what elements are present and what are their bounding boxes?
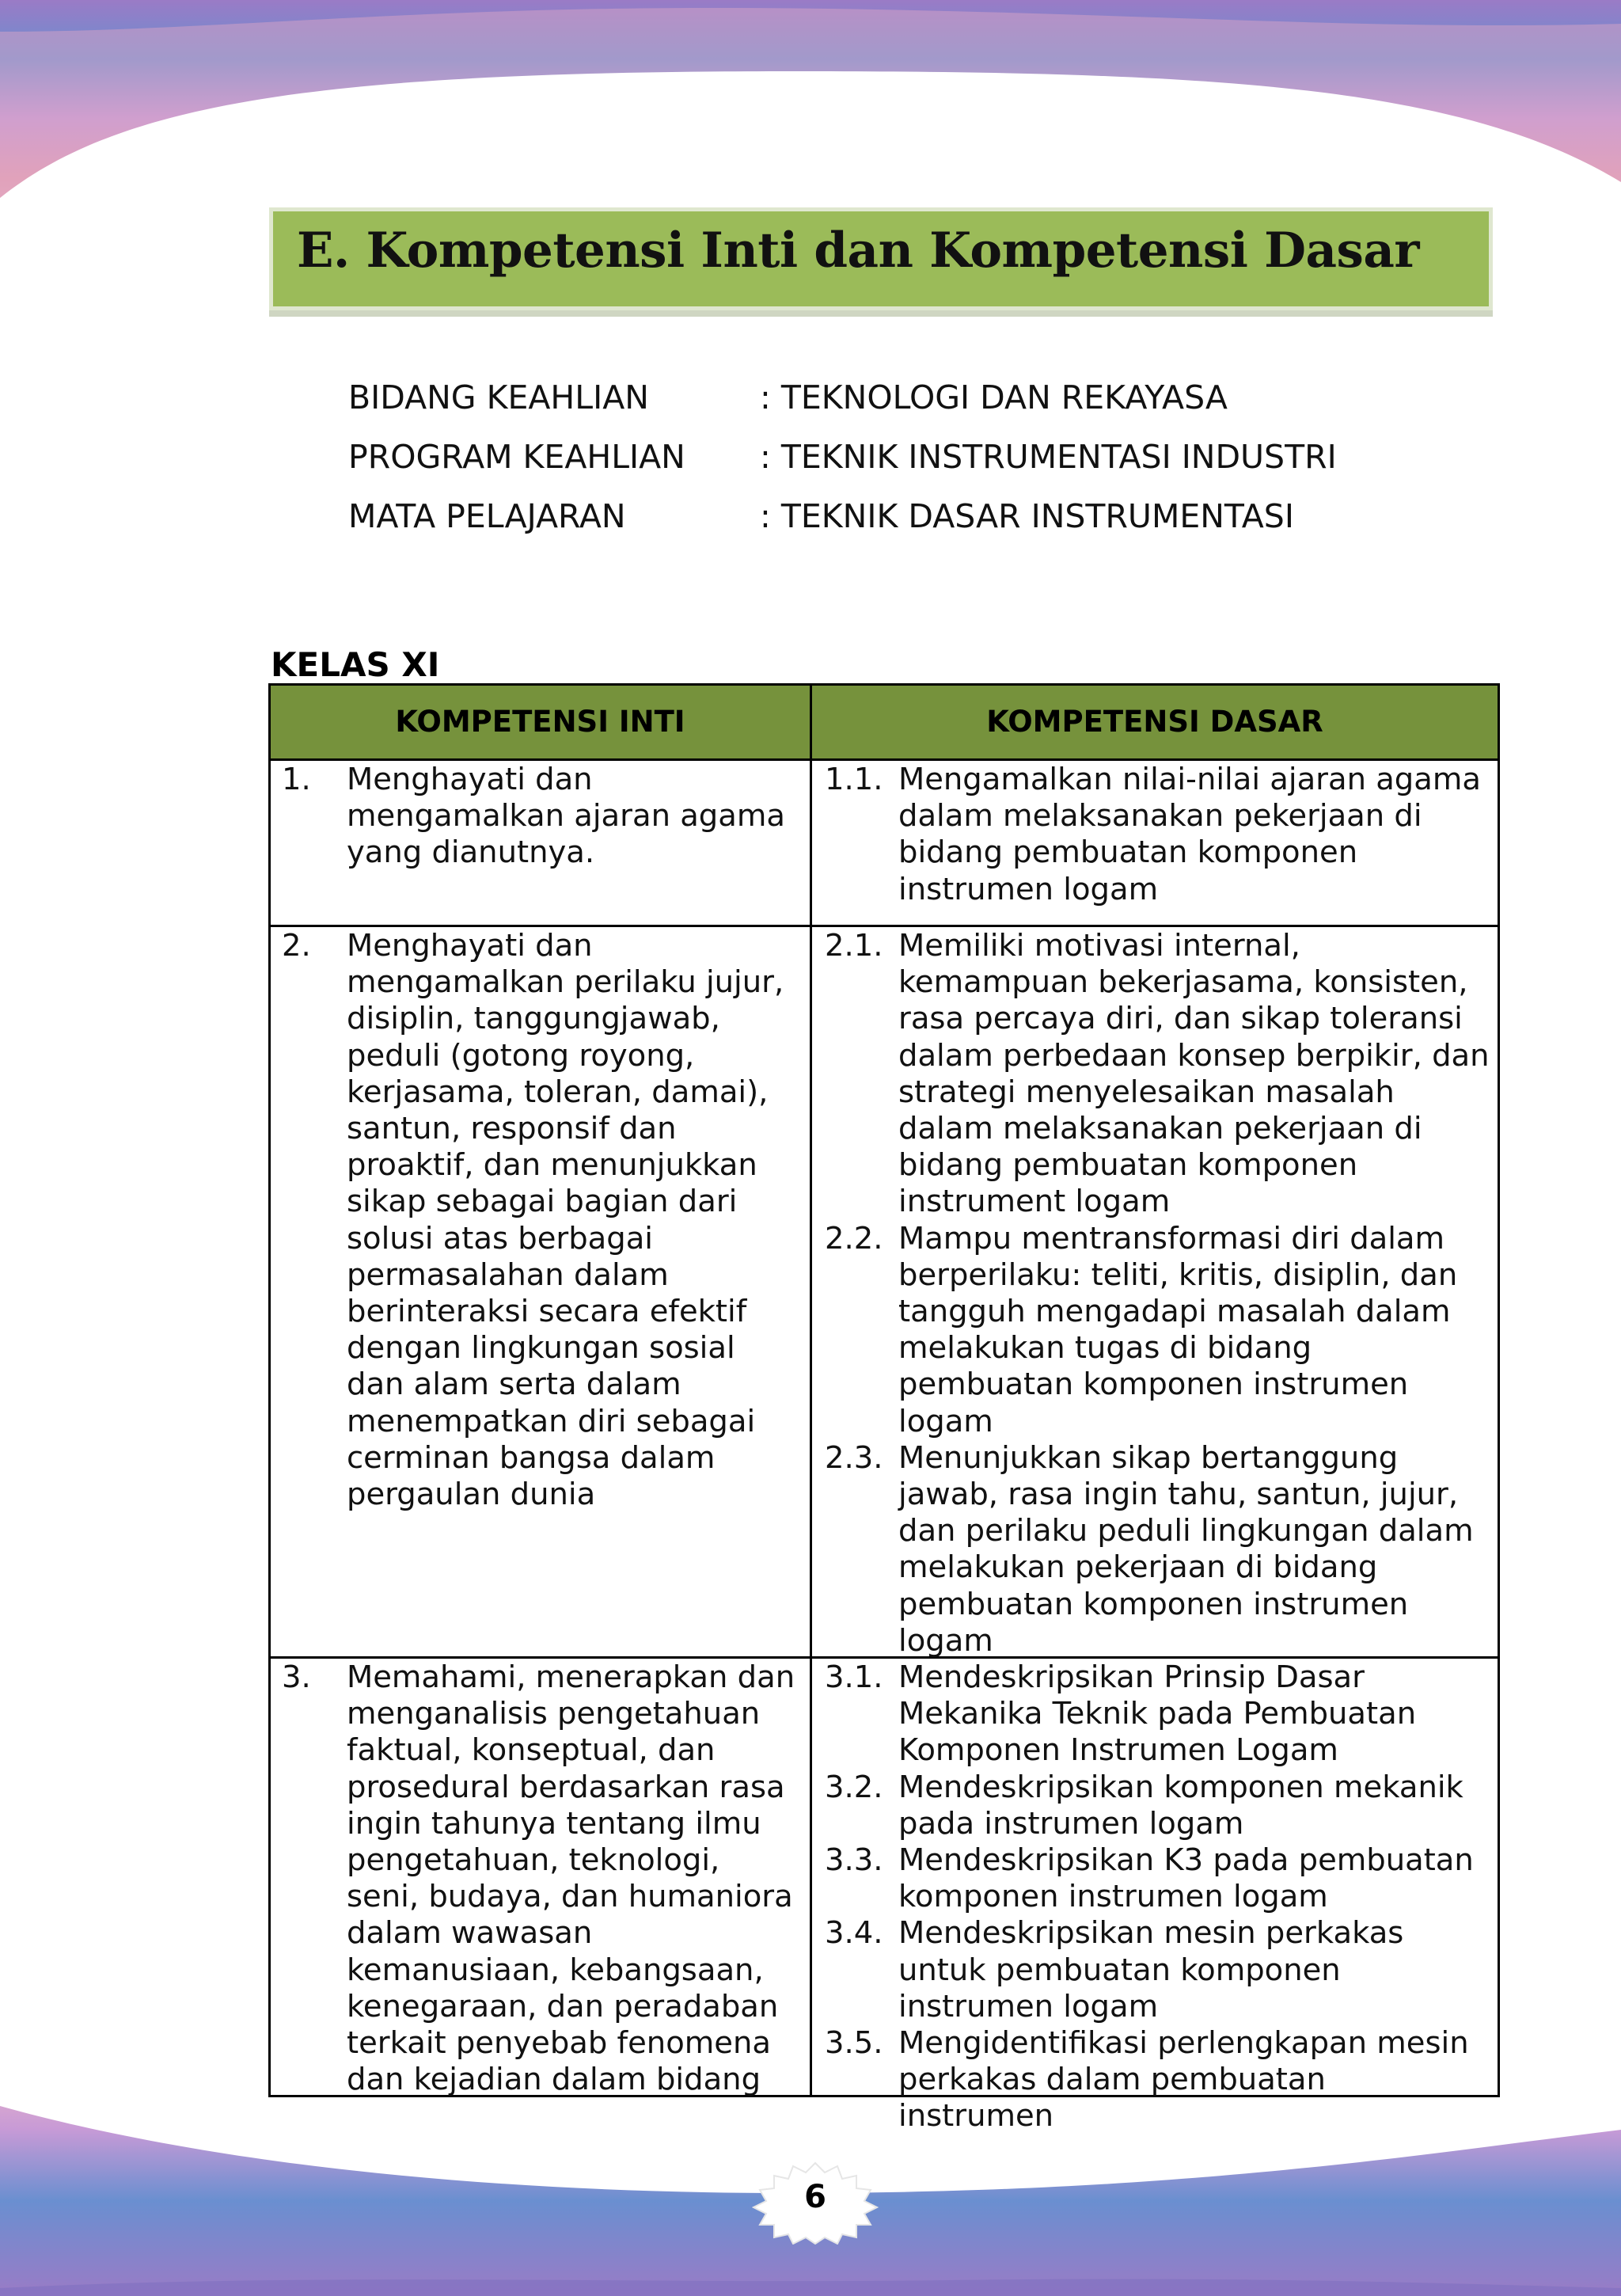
header-kompetensi-dasar: KOMPETENSI DASAR <box>986 705 1323 739</box>
kd-item <box>825 762 1490 908</box>
info-value: : TEKNOLOGI DAN REKAYASA <box>760 378 1228 416</box>
kd-text: Mengamalkan nilai-nilai ajaran agama dalam melaksanakan pekerjaan di bidang pembuatan komponen instrumen logam <box>898 762 1481 907</box>
kd-item <box>825 2025 1490 2135</box>
ki-text: Memahami, menerapkan dan menganalisis pengetahuan faktual, konseptual, dan prosedural berdasarkan rasa ingin tahunya tentang ilmu pengetahuan, teknologi, seni, budaya, dan humaniora dalam wawasan kemanusiaan, kebangsaan, kenegaraan, dan peradaban terkait penyebab fenomena dan kejadian dalam bidang <box>347 1659 795 2098</box>
info-value: : TEKNIK INSTRUMENTASI INDUSTRI <box>760 438 1337 476</box>
kd-text: Mendeskripsikan mesin perkakas untuk pembuatan komponen instrumen logam <box>898 1915 1404 2024</box>
kelas-heading: KELAS XI <box>271 645 440 684</box>
info-label: BIDANG KEAHLIAN <box>348 378 649 416</box>
row-divider <box>271 925 1498 927</box>
kd-item <box>825 1221 1490 1440</box>
kd-number: 3.1. <box>825 1659 883 1695</box>
ki-text: Menghayati dan mengamalkan ajaran agama yang dianutnya. <box>347 762 785 871</box>
page-number: 6 <box>804 2179 826 2215</box>
kd-item <box>825 1842 1490 1915</box>
kd-item <box>825 928 1490 1221</box>
kd-text: Mendeskripsikan Prinsip Dasar Mekanika Teknik pada Pembuatan Komponen Instrumen Logam <box>898 1659 1417 1769</box>
ki-number: 1. <box>282 762 311 797</box>
table-row-2-kd <box>825 928 1490 1659</box>
column-divider <box>810 686 812 2095</box>
kd-number: 3.2. <box>825 1769 883 1805</box>
kd-item <box>825 1770 1490 1842</box>
table-row-1-kd <box>825 762 1490 908</box>
kd-text: Mampu mentransformasi diri dalam berperilaku: teliti, kritis, disiplin, dan tangguh mengadapi masalah dalam melakukan tugas di bidang pembuatan komponen instrumen logam <box>898 1220 1458 1439</box>
kd-item <box>825 1915 1490 2025</box>
top-decorative-wave <box>0 0 1621 238</box>
ki-number: 3. <box>282 1659 311 1695</box>
kd-number: 2.2. <box>825 1220 883 1256</box>
section-header <box>269 207 1493 310</box>
table-row-3-kd <box>825 1659 1490 2135</box>
kd-text: Memiliki motivasi internal, kemampuan bekerjasama, konsisten, rasa percaya diri, dan sikap toleransi dalam perbedaan konsep berpikir, dan strategi menyelesaikan masalah dalam melaksanakan pekerjaan di bidang pembuatan komponen instrument logam <box>898 928 1490 1220</box>
kd-number: 2.3. <box>825 1439 883 1476</box>
kd-text: Mendeskripsikan komponen mekanik pada instrumen logam <box>898 1769 1463 1842</box>
kd-text: Menunjukkan sikap bertanggung jawab, rasa ingin tahu, santun, jujur, dan perilaku peduli lingkungan dalam melakukan pekerjaan di bidang pembuatan komponen instrumen logam <box>898 1439 1474 1659</box>
table-header <box>271 686 1498 761</box>
info-value: : TEKNIK DASAR INSTRUMENTASI <box>760 497 1294 535</box>
kd-number: 3.3. <box>825 1842 883 1879</box>
header-kompetensi-inti: KOMPETENSI INTI <box>395 705 685 739</box>
kd-number: 2.1. <box>825 928 883 964</box>
section-title: E. Kompetensi Inti dan Kompetensi Dasar <box>297 222 1420 279</box>
kd-number: 3.4. <box>825 1915 883 1952</box>
info-label: MATA PELAJARAN <box>348 497 626 535</box>
info-label: PROGRAM KEAHLIAN <box>348 438 685 476</box>
ki-number: 2. <box>282 928 311 964</box>
kd-text: Mendeskripsikan K3 pada pembuatan komponen instrumen logam <box>898 1842 1474 1915</box>
kd-item <box>825 1440 1490 1659</box>
kd-item <box>825 1659 1490 1770</box>
competency-table <box>268 683 1500 2134</box>
kd-number: 3.5. <box>825 2025 883 2062</box>
kd-number: 1.1. <box>825 762 883 797</box>
ki-text: Menghayati dan mengamalkan perilaku jujur, disiplin, tanggungjawab, peduli (gotong royong, kerjasama, toleran, damai), santun, responsif dan proaktif, dan menunjukkan sikap sebagai bagian dari solusi atas berbagai permasalahan dalam berinteraksi secara efektif dengan lingkungan sosial dan alam serta dalam menempatkan diri sebagai cerminan bangsa dalam pergaulan dunia <box>347 928 784 1513</box>
kd-text: Mengidentifikasi perlengkapan mesin perkakas dalam pembuatan instrumen <box>898 2025 1469 2134</box>
